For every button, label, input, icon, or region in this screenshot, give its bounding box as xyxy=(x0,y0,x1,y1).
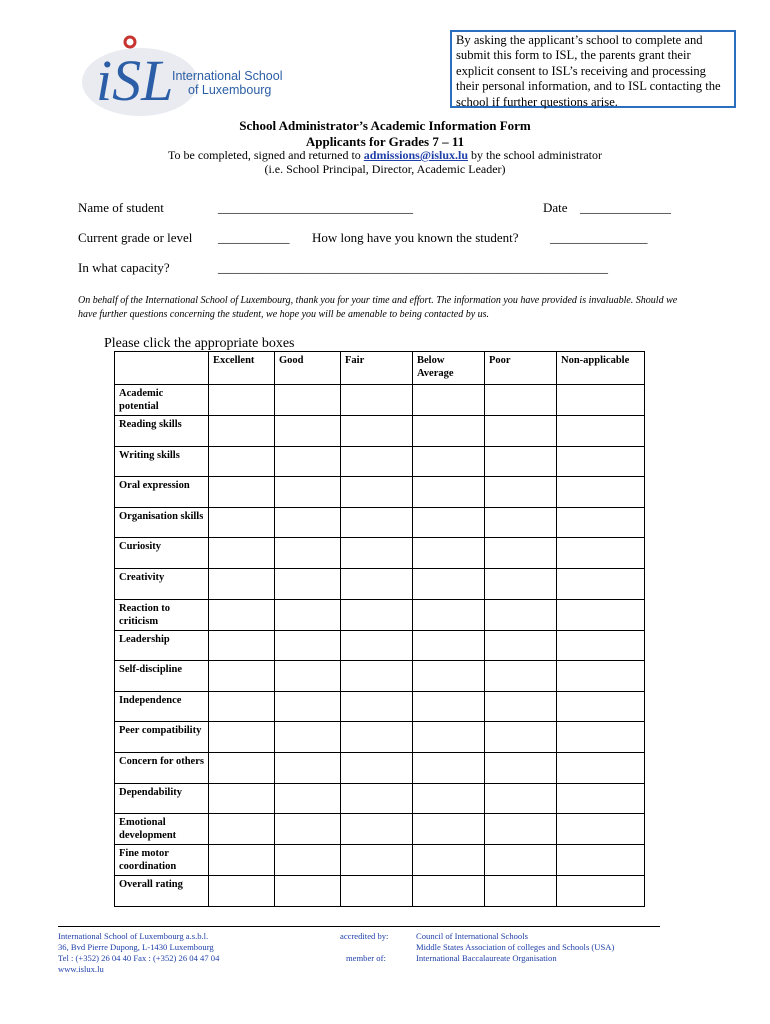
rating-row xyxy=(115,876,645,907)
rating-checkbox-cell[interactable] xyxy=(209,752,275,783)
rating-checkbox-cell[interactable] xyxy=(275,477,341,508)
rating-checkbox-cell[interactable] xyxy=(209,385,275,416)
rating-header-excellent: Excellent xyxy=(209,352,275,385)
rating-checkbox-cell[interactable] xyxy=(557,599,645,630)
rating-checkbox-cell[interactable] xyxy=(557,446,645,477)
rating-checkbox-cell[interactable] xyxy=(341,752,413,783)
rating-row xyxy=(115,814,645,845)
rating-checkbox-cell[interactable] xyxy=(413,599,485,630)
rating-checkbox-cell[interactable] xyxy=(209,599,275,630)
rating-trait-label: Independence xyxy=(115,691,209,722)
grade-label: Current grade or level xyxy=(78,230,193,245)
rating-checkbox-cell[interactable] xyxy=(341,507,413,538)
rating-checkbox-cell[interactable] xyxy=(485,661,557,692)
footer-body-name: Middle States Association of colleges and Schools (USA) xyxy=(416,942,615,952)
rating-checkbox-cell[interactable] xyxy=(485,446,557,477)
footer-address-line: International School of Luxembourg a.s.b.l. xyxy=(58,931,209,941)
rating-checkbox-cell[interactable] xyxy=(485,568,557,599)
rating-checkbox-cell[interactable] xyxy=(275,385,341,416)
rating-checkbox-cell[interactable] xyxy=(413,845,485,876)
isl-logo xyxy=(78,30,298,120)
rating-checkbox-cell[interactable] xyxy=(341,630,413,661)
rating-checkbox-cell[interactable] xyxy=(485,845,557,876)
rating-checkbox-cell[interactable] xyxy=(557,722,645,753)
known-duration-field[interactable]: _______________ xyxy=(550,230,648,245)
rating-checkbox-cell[interactable] xyxy=(413,661,485,692)
rating-checkbox-cell[interactable] xyxy=(209,783,275,814)
rating-checkbox-cell[interactable] xyxy=(341,416,413,447)
rating-checkbox-cell[interactable] xyxy=(275,568,341,599)
rating-checkbox-cell[interactable] xyxy=(341,691,413,722)
rating-trait-label: Fine motor coordination xyxy=(115,845,209,876)
footer-member-label: member of: xyxy=(346,953,386,963)
rating-checkbox-cell[interactable] xyxy=(275,507,341,538)
rating-checkbox-cell[interactable] xyxy=(341,477,413,508)
rating-trait-label: Leadership xyxy=(115,630,209,661)
rating-checkbox-cell[interactable] xyxy=(275,446,341,477)
footer-address-line: 36, Bvd Pierre Dupong, L-1430 Luxembourg xyxy=(58,942,214,952)
rating-checkbox-cell[interactable] xyxy=(413,783,485,814)
rating-trait-label: Writing skills xyxy=(115,446,209,477)
rating-trait-label: Organisation skills xyxy=(115,507,209,538)
rating-checkbox-cell[interactable] xyxy=(209,661,275,692)
footer-address xyxy=(58,931,219,975)
rating-trait-label: Curiosity xyxy=(115,538,209,569)
footer-accredited-label: accredited by: xyxy=(340,931,389,941)
rating-header-trait xyxy=(115,352,209,385)
name-label: Name of student xyxy=(78,200,164,215)
rating-checkbox-cell[interactable] xyxy=(275,538,341,569)
rating-row xyxy=(115,599,645,630)
consent-note-text: By asking the applicant’s school to complete and submit this form to ISL, the parents grant their explicit consent to ISL’s receiving and processing their personal information, and to ISL contacting the school if further questions arise. xyxy=(456,33,721,109)
logo-name-line1: International School xyxy=(172,69,283,83)
rating-checkbox-cell[interactable] xyxy=(557,416,645,447)
rating-checkbox-cell[interactable] xyxy=(413,416,485,447)
date-field[interactable]: ______________ xyxy=(580,200,671,215)
rating-checkbox-cell[interactable] xyxy=(485,507,557,538)
isl-logo-graphic xyxy=(78,30,298,120)
rating-checkbox-cell[interactable] xyxy=(413,385,485,416)
rating-checkbox-cell[interactable] xyxy=(485,876,557,907)
rating-checkbox-cell[interactable] xyxy=(413,876,485,907)
rating-checkbox-cell[interactable] xyxy=(557,477,645,508)
rating-checkbox-cell[interactable] xyxy=(209,630,275,661)
rating-checkbox-cell[interactable] xyxy=(485,691,557,722)
rating-checkbox-cell[interactable] xyxy=(557,876,645,907)
rating-header-below-average: Below Average xyxy=(413,352,485,385)
rating-checkbox-cell[interactable] xyxy=(209,876,275,907)
rating-checkbox-cell[interactable] xyxy=(341,599,413,630)
rating-checkbox-cell[interactable] xyxy=(209,416,275,447)
rating-row xyxy=(115,845,645,876)
rating-checkbox-cell[interactable] xyxy=(413,630,485,661)
rating-checkbox-cell[interactable] xyxy=(209,507,275,538)
rating-checkbox-cell[interactable] xyxy=(275,691,341,722)
footer-divider xyxy=(58,926,660,927)
consent-note-box xyxy=(450,30,736,108)
rating-checkbox-cell[interactable] xyxy=(485,630,557,661)
rating-checkbox-cell[interactable] xyxy=(341,845,413,876)
rating-checkbox-cell[interactable] xyxy=(275,416,341,447)
rating-trait-label: Self-discipline xyxy=(115,661,209,692)
rating-checkbox-cell[interactable] xyxy=(341,661,413,692)
rating-checkbox-cell[interactable] xyxy=(413,538,485,569)
rating-checkbox-cell[interactable] xyxy=(557,385,645,416)
rating-checkbox-cell[interactable] xyxy=(413,446,485,477)
rating-checkbox-cell[interactable] xyxy=(485,538,557,569)
rating-checkbox-cell[interactable] xyxy=(209,814,275,845)
rating-header-non-applicable: Non-applicable xyxy=(557,352,645,385)
footer-body-name: Council of International Schools xyxy=(416,931,528,941)
rating-checkbox-cell[interactable] xyxy=(557,814,645,845)
rating-instruction: Please click the appropriate boxes xyxy=(104,336,295,351)
rating-row xyxy=(115,722,645,753)
rating-checkbox-cell[interactable] xyxy=(341,722,413,753)
rating-checkbox-cell[interactable] xyxy=(557,507,645,538)
rating-checkbox-cell[interactable] xyxy=(275,661,341,692)
rating-checkbox-cell[interactable] xyxy=(413,477,485,508)
rating-checkbox-cell[interactable] xyxy=(341,446,413,477)
rating-checkbox-cell[interactable] xyxy=(557,691,645,722)
rating-checkbox-cell[interactable] xyxy=(209,691,275,722)
rating-checkbox-cell[interactable] xyxy=(341,385,413,416)
capacity-field[interactable]: ____________________________________________________________ xyxy=(218,260,608,275)
rating-row xyxy=(115,446,645,477)
rating-checkbox-cell[interactable] xyxy=(413,507,485,538)
rating-row xyxy=(115,691,645,722)
rating-checkbox-cell[interactable] xyxy=(413,722,485,753)
rating-checkbox-cell[interactable] xyxy=(557,568,645,599)
rating-row xyxy=(115,661,645,692)
rating-checkbox-cell[interactable] xyxy=(485,722,557,753)
rating-checkbox-cell[interactable] xyxy=(485,752,557,783)
rating-row xyxy=(115,630,645,661)
rating-checkbox-cell[interactable] xyxy=(209,477,275,508)
rating-checkbox-cell[interactable] xyxy=(485,477,557,508)
rating-row xyxy=(115,568,645,599)
rating-row xyxy=(115,385,645,416)
rating-checkbox-cell[interactable] xyxy=(275,845,341,876)
rating-checkbox-cell[interactable] xyxy=(485,783,557,814)
rating-checkbox-cell[interactable] xyxy=(275,876,341,907)
capacity-label: In what capacity? xyxy=(78,260,170,275)
thank-you-note: On behalf of the International School of Luxembourg, thank you for your time and effort. The information you have provided is invaluable. Should we have further questions concerning the student, we hope you will be amenable to being contacted by us. xyxy=(78,295,678,320)
instruction-prefix: To be completed, signed and returned to xyxy=(168,148,361,162)
rating-checkbox-cell[interactable] xyxy=(485,385,557,416)
rating-checkbox-cell[interactable] xyxy=(341,783,413,814)
admissions-email-link[interactable]: admissions@islux.lu xyxy=(363,148,468,162)
rating-row xyxy=(115,538,645,569)
rating-checkbox-cell[interactable] xyxy=(557,845,645,876)
rating-checkbox-cell[interactable] xyxy=(557,661,645,692)
rating-checkbox-cell[interactable] xyxy=(209,446,275,477)
rating-header-good: Good xyxy=(275,352,341,385)
rating-checkbox-cell[interactable] xyxy=(341,814,413,845)
rating-table xyxy=(114,351,645,907)
rating-header-poor: Poor xyxy=(485,352,557,385)
footer-body-name: International Baccalaureate Organisation xyxy=(416,953,557,963)
rating-checkbox-cell[interactable] xyxy=(341,538,413,569)
rating-checkbox-cell[interactable] xyxy=(557,630,645,661)
rating-row xyxy=(115,783,645,814)
rating-checkbox-cell[interactable] xyxy=(209,722,275,753)
form-instruction xyxy=(0,148,770,163)
rating-checkbox-cell[interactable] xyxy=(209,845,275,876)
rating-checkbox-cell[interactable] xyxy=(485,416,557,447)
rating-trait-label: Oral expression xyxy=(115,477,209,508)
rating-checkbox-cell[interactable] xyxy=(209,538,275,569)
rating-trait-label: Concern for others xyxy=(115,752,209,783)
rating-checkbox-cell[interactable] xyxy=(557,783,645,814)
rating-trait-label: Overall rating xyxy=(115,876,209,907)
form-instruction-line2: (i.e. School Principal, Director, Academic Leader) xyxy=(264,162,506,176)
rating-checkbox-cell[interactable] xyxy=(413,752,485,783)
rating-row xyxy=(115,477,645,508)
rating-checkbox-cell[interactable] xyxy=(275,783,341,814)
footer-address-line: Tel : (+352) 26 04 40 Fax : (+352) 26 04 47 04 xyxy=(58,953,220,963)
rating-trait-label: Emotional development xyxy=(115,814,209,845)
footer-bodies xyxy=(416,931,614,964)
rating-trait-label: Reading skills xyxy=(115,416,209,447)
rating-checkbox-cell[interactable] xyxy=(485,599,557,630)
rating-header-row xyxy=(115,352,645,385)
rating-checkbox-cell[interactable] xyxy=(413,814,485,845)
rating-row xyxy=(115,752,645,783)
rating-row xyxy=(115,507,645,538)
rating-row xyxy=(115,416,645,447)
rating-trait-label: Dependability xyxy=(115,783,209,814)
rating-trait-label: Reaction to criticism xyxy=(115,599,209,630)
logo-letters: iSL xyxy=(96,48,174,113)
form-subtitle: Applicants for Grades 7 – 11 xyxy=(305,134,465,149)
instruction-suffix: by the school administrator xyxy=(471,148,602,162)
rating-trait-label: Academic potential xyxy=(115,385,209,416)
name-field[interactable]: ______________________________ xyxy=(218,200,413,215)
rating-trait-label: Creativity xyxy=(115,568,209,599)
rating-checkbox-cell[interactable] xyxy=(275,722,341,753)
footer-website[interactable]: www.islux.lu xyxy=(58,964,104,974)
rating-checkbox-cell[interactable] xyxy=(485,814,557,845)
rating-trait-label: Peer compatibility xyxy=(115,722,209,753)
rating-checkbox-cell[interactable] xyxy=(275,814,341,845)
form-title: School Administrator’s Academic Information Form xyxy=(239,118,531,133)
rating-checkbox-cell[interactable] xyxy=(557,538,645,569)
known-duration-label: How long have you known the student? xyxy=(312,230,519,245)
rating-checkbox-cell[interactable] xyxy=(275,599,341,630)
rating-checkbox-cell[interactable] xyxy=(275,752,341,783)
rating-checkbox-cell[interactable] xyxy=(209,568,275,599)
rating-checkbox-cell[interactable] xyxy=(413,568,485,599)
rating-header-fair: Fair xyxy=(341,352,413,385)
grade-field[interactable]: ___________ xyxy=(218,230,290,245)
rating-checkbox-cell[interactable] xyxy=(557,752,645,783)
rating-checkbox-cell[interactable] xyxy=(275,630,341,661)
date-label: Date xyxy=(543,200,568,215)
rating-checkbox-cell[interactable] xyxy=(341,568,413,599)
logo-name-line2: of Luxembourg xyxy=(188,83,272,97)
rating-checkbox-cell[interactable] xyxy=(413,691,485,722)
rating-checkbox-cell[interactable] xyxy=(341,876,413,907)
